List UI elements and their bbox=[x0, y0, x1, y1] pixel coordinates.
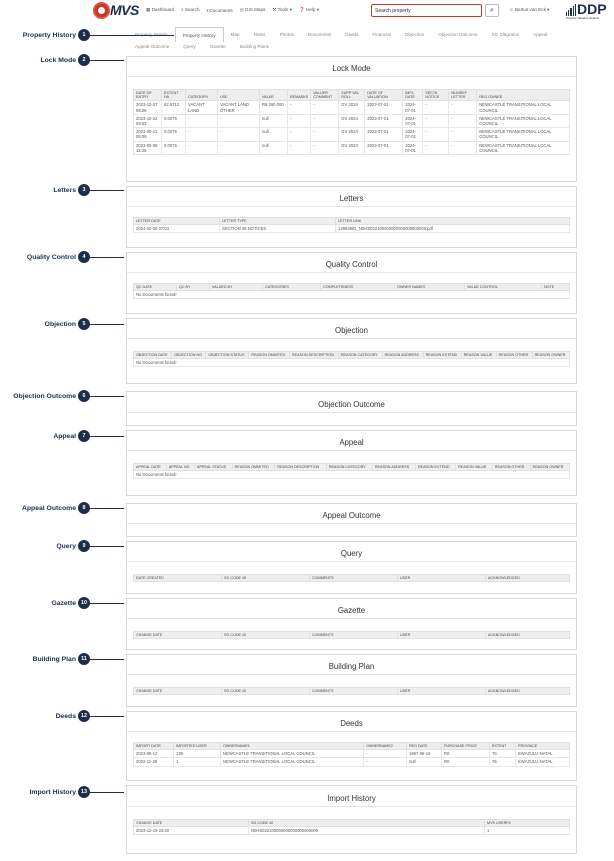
annotation-connector bbox=[90, 716, 124, 717]
tab-photos[interactable]: Photos bbox=[279, 32, 294, 37]
annotation-label: Building Plan bbox=[32, 655, 76, 663]
annotation-badge: 4 bbox=[78, 251, 90, 263]
column-header: REASON ADDRESS bbox=[382, 352, 423, 359]
table-cell: NEWCASTLE TRANSITIONAL LOCAL COUNCIL bbox=[221, 758, 364, 766]
column-header: CHANGE DATE bbox=[134, 688, 222, 695]
annotation-property-history bbox=[0, 29, 174, 41]
column-header: QC DATE bbox=[134, 284, 177, 291]
column-header: USER bbox=[398, 688, 486, 695]
column-header: COMMENTS bbox=[310, 632, 398, 639]
table-cell: - bbox=[186, 128, 218, 141]
annotation-badge: 1 bbox=[78, 29, 90, 41]
nav-tools[interactable]: ⚒ Tools ▾ bbox=[272, 7, 292, 12]
search-button[interactable]: ⌕ bbox=[485, 4, 499, 17]
column-header: OBJECTION STATUS bbox=[206, 352, 249, 359]
lock-mode-rows bbox=[134, 101, 570, 155]
table-cell: NEWCASTLE TRANSITIONAL LOCAL COUNCIL bbox=[477, 141, 570, 154]
table-row bbox=[134, 359, 570, 367]
panel-title: Quality Control bbox=[127, 257, 576, 273]
ddp-tagline: Property Valuation Experts bbox=[566, 16, 600, 20]
column-header: REASON OMMITED bbox=[249, 352, 290, 359]
deeds-table bbox=[133, 742, 570, 767]
table-cell: - bbox=[311, 141, 339, 154]
annotation-label: Deeds bbox=[55, 712, 76, 720]
column-header: DATE OF VALUATION bbox=[365, 90, 403, 101]
table-row bbox=[134, 471, 570, 479]
annotation-letters bbox=[0, 184, 124, 196]
table-cell: - bbox=[288, 101, 311, 114]
column-header: REASON OWNER bbox=[532, 352, 569, 359]
table-cell: 76 bbox=[490, 750, 516, 758]
table-cell: 2024-07-01 bbox=[403, 141, 423, 154]
panel-objection-outcome bbox=[126, 391, 577, 426]
annotation-label: Objection bbox=[44, 320, 76, 328]
panel-title: Query bbox=[127, 546, 576, 562]
annotation-label: Quality Control bbox=[26, 253, 76, 261]
panel-objection bbox=[126, 318, 577, 384]
table-cell: NEWCASTLE TRANSITIONAL LOCAL COUNCIL bbox=[477, 114, 570, 127]
table-cell: R0 bbox=[442, 758, 490, 766]
annotation-gazette bbox=[0, 597, 124, 609]
table-cell: KWAZULU-NATAL bbox=[516, 750, 570, 758]
mvs-logo[interactable] bbox=[93, 2, 141, 19]
table-cell: NEWCASTLE TRANSITIONAL LOCAL COUNCIL bbox=[477, 101, 570, 114]
annotation-badge: 3 bbox=[78, 184, 90, 196]
letters-table bbox=[133, 217, 570, 233]
table-cell: - bbox=[218, 128, 260, 141]
table-row bbox=[134, 101, 570, 114]
table-cell: 2024-07-01 bbox=[403, 101, 423, 114]
table-cell: 2023-05-08 12:28 bbox=[134, 141, 162, 154]
table-cell: - bbox=[186, 141, 218, 154]
mvs-userfk: 1 bbox=[485, 827, 570, 835]
column-header: APPEAL DATE bbox=[134, 464, 167, 471]
column-header: IMPORTED USER bbox=[174, 743, 221, 750]
annotation-badge: 2 bbox=[78, 54, 90, 66]
table-row bbox=[134, 291, 570, 299]
column-header: IMPL DATE bbox=[403, 90, 423, 101]
annotation-connector bbox=[90, 60, 124, 61]
column-header: SG CODE 40 bbox=[249, 820, 485, 827]
letter-link[interactable]: 12953981_N0HS022100000000000000000000.pdf bbox=[336, 225, 570, 233]
table-cell: - bbox=[449, 128, 477, 141]
panel-title: Deeds bbox=[127, 716, 576, 732]
column-header: CHANGE DATE bbox=[134, 820, 249, 827]
empty-message: No Documents found! bbox=[134, 471, 570, 479]
table-row bbox=[134, 141, 570, 154]
panel-deeds bbox=[126, 711, 577, 781]
table-cell: - bbox=[218, 141, 260, 154]
column-header: REASON CATEGORY bbox=[326, 464, 372, 471]
annotation-appeal-outcome bbox=[0, 502, 124, 514]
tab-objection-outcome[interactable]: Objection Outcome bbox=[438, 32, 478, 37]
table-cell: NEWCASTLE TRANSITIONAL LOCAL COUNCIL bbox=[477, 128, 570, 141]
table-cell: 1 bbox=[174, 758, 221, 766]
annotation-label: Appeal Outcome bbox=[21, 504, 76, 512]
annotation-lock-mode bbox=[0, 54, 124, 66]
column-header: DATE OF ENTRY bbox=[134, 90, 162, 101]
table-cell: 2023-06-13 05:09 bbox=[134, 128, 162, 141]
panel-letters bbox=[126, 186, 577, 248]
column-header: REASON OMMITED bbox=[232, 464, 275, 471]
column-header: REASON OWNER bbox=[530, 464, 569, 471]
annotation-badge: 11 bbox=[78, 653, 90, 665]
column-header: CATEGORIES bbox=[263, 284, 321, 291]
table-cell: R6 260 000 bbox=[260, 101, 288, 114]
column-header: DATE CREATED bbox=[134, 575, 222, 582]
table-cell: NEWCASTLE TRANSITIONAL LOCAL COUNCIL bbox=[221, 750, 364, 758]
nav-search[interactable]: ⌕ Search bbox=[181, 7, 200, 12]
column-header: VALUED BY bbox=[210, 284, 263, 291]
column-header: REASON DESCRIPTION bbox=[290, 352, 339, 359]
table-cell: 2024-07-01 bbox=[403, 114, 423, 127]
table-cell: - bbox=[449, 114, 477, 127]
column-header: APPEAL NO bbox=[166, 464, 194, 471]
column-header: SEC78 NOTICE bbox=[423, 90, 449, 101]
column-header: USER bbox=[398, 632, 486, 639]
panel-gazette bbox=[126, 598, 577, 650]
column-header: PROVINCE bbox=[516, 743, 570, 750]
column-header: OBJECTION NO bbox=[172, 352, 206, 359]
table-cell: - bbox=[288, 114, 311, 127]
change-date: 2023-12-19 23:40 bbox=[134, 827, 249, 835]
annotation-badge: 6 bbox=[78, 390, 90, 402]
table-cell: 2023-06-12 bbox=[134, 750, 174, 758]
table-cell: GV 2024 bbox=[339, 128, 365, 141]
empty-message: No Documents found! bbox=[134, 359, 570, 367]
panel-title: Lock Mode bbox=[127, 61, 576, 77]
ddp-logo-text: DDP bbox=[577, 1, 607, 17]
annotation-connector bbox=[90, 508, 124, 509]
annotation-connector bbox=[90, 659, 124, 660]
annotation-appeal bbox=[0, 430, 124, 442]
table-row bbox=[134, 225, 570, 233]
table-cell: GV 2024 bbox=[339, 114, 365, 127]
tab-property-history[interactable]: Property History bbox=[175, 27, 224, 42]
objection-table bbox=[133, 351, 570, 367]
panel-title: Import History bbox=[127, 791, 576, 807]
table-cell: null bbox=[260, 128, 288, 141]
table-cell: - bbox=[449, 141, 477, 154]
column-header: OBJECTION DATE bbox=[134, 352, 172, 359]
letter-date: 2024-02-06 07:03 bbox=[134, 225, 220, 233]
panel-appeal bbox=[126, 430, 577, 496]
annotation-label: Letters bbox=[53, 186, 76, 194]
column-header: ACKNOWLEDGED bbox=[486, 688, 570, 695]
panel-building-plan bbox=[126, 654, 577, 707]
quality-control-table bbox=[133, 283, 570, 299]
table-cell: - bbox=[311, 114, 339, 127]
annotation-connector bbox=[90, 396, 124, 397]
table-cell: - bbox=[311, 101, 339, 114]
table-cell: GV 2024 bbox=[339, 101, 365, 114]
column-header: REMARKS bbox=[288, 90, 311, 101]
annotation-badge: 7 bbox=[78, 430, 90, 442]
annotation-badge: 12 bbox=[78, 710, 90, 722]
column-header: COMPLETENESS bbox=[321, 284, 395, 291]
column-header: REASON VALUE bbox=[456, 464, 493, 471]
letter-type: SECTION 49 NOTICES bbox=[220, 225, 336, 233]
property-tabs bbox=[128, 27, 614, 51]
column-header: VALUER COMMENT bbox=[311, 90, 339, 101]
column-header: COMMENTS bbox=[310, 575, 398, 582]
column-header: VALUE CONTROL bbox=[465, 284, 542, 291]
annotation-connector bbox=[90, 35, 174, 36]
tab-map[interactable]: Map bbox=[230, 32, 240, 37]
table-cell: - bbox=[186, 114, 218, 127]
annotation-label: Import History bbox=[29, 788, 76, 796]
annotation-connector bbox=[90, 603, 124, 604]
column-header: REASON OTHER bbox=[496, 352, 532, 359]
column-header: ACKNOWLEDGED bbox=[486, 575, 570, 582]
empty-message: No Documents found! bbox=[134, 291, 570, 299]
annotation-label: Property History bbox=[22, 31, 76, 39]
table-cell: 76 bbox=[490, 758, 516, 766]
column-header: PURCHASE PRICE bbox=[442, 743, 490, 750]
table-cell: - bbox=[449, 101, 477, 114]
annotation-connector bbox=[90, 257, 124, 258]
column-header: QC BY bbox=[177, 284, 210, 291]
query-table bbox=[133, 574, 570, 582]
tab-appeal[interactable]: Appeal bbox=[533, 32, 548, 37]
mvs-logo-icon bbox=[93, 2, 110, 19]
table-cell: - bbox=[423, 101, 449, 114]
tab-building-plans[interactable]: Building Plans bbox=[239, 44, 269, 49]
nav-dashboard[interactable]: ▦ Dashboard bbox=[146, 7, 175, 12]
panel-title: Objection bbox=[127, 323, 576, 339]
column-header: OWNERNAME1 bbox=[221, 743, 364, 750]
annotation-label: Query bbox=[56, 542, 76, 550]
column-header: REASON EXTEND bbox=[415, 464, 455, 471]
mvs-logo-text: MVS bbox=[110, 2, 139, 18]
table-cell: 2023-07-01 bbox=[365, 114, 403, 127]
table-cell: - bbox=[423, 141, 449, 154]
table-row bbox=[134, 750, 570, 758]
table-cell: 2023-07-01 bbox=[365, 101, 403, 114]
annotation-quality-control bbox=[0, 251, 124, 263]
ddp-logo bbox=[566, 1, 610, 21]
table-cell: GV 2024 bbox=[339, 141, 365, 154]
table-cell: null bbox=[260, 114, 288, 127]
annotation-connector bbox=[90, 546, 124, 547]
panel-appeal-outcome bbox=[126, 503, 577, 537]
sg-code: N0HS022100000000000000000000 bbox=[249, 827, 485, 835]
tab-financial[interactable]: Financial bbox=[372, 32, 391, 37]
building-plan-table bbox=[133, 687, 570, 695]
table-cell: - bbox=[311, 128, 339, 141]
tab-objection[interactable]: Objection bbox=[404, 32, 425, 37]
annotation-badge: 5 bbox=[78, 318, 90, 330]
table-row bbox=[134, 114, 570, 127]
table-cell: - bbox=[218, 114, 260, 127]
panel-import-history bbox=[126, 785, 577, 854]
panel-title: Appeal Outcome bbox=[127, 508, 576, 524]
annotation-connector bbox=[90, 190, 124, 191]
ddp-bars-icon bbox=[566, 4, 576, 16]
tab-notes[interactable]: Notes bbox=[253, 32, 266, 37]
column-header: APPEAL STATUS bbox=[195, 464, 233, 471]
column-header: REG DATE bbox=[407, 743, 442, 750]
column-header: MVS USERFK bbox=[485, 820, 570, 827]
table-cell: null bbox=[260, 141, 288, 154]
column-header: SUPP VAL ROLL bbox=[339, 90, 365, 101]
table-cell: - bbox=[423, 128, 449, 141]
user-menu[interactable]: ☺ Bertus van Eck ▾ bbox=[509, 7, 550, 12]
search-input[interactable]: Search property bbox=[371, 4, 482, 17]
column-header: OWNERNAME2 bbox=[364, 743, 407, 750]
tab-row-2 bbox=[128, 42, 614, 51]
panel-title: Gazette bbox=[127, 603, 576, 619]
annotation-badge: 10 bbox=[78, 597, 90, 609]
top-navbar bbox=[0, 0, 614, 22]
gazette-table bbox=[133, 631, 570, 639]
annotation-label: Lock Mode bbox=[40, 56, 76, 64]
annotation-badge: 9 bbox=[78, 540, 90, 552]
panel-query bbox=[126, 541, 577, 594]
table-row bbox=[134, 827, 570, 835]
column-header: CATEGORY bbox=[186, 90, 218, 101]
annotation-label: Appeal bbox=[53, 432, 76, 440]
nav-help[interactable]: ❓ Help ▾ bbox=[298, 7, 319, 12]
column-header: REG OWNER bbox=[477, 90, 570, 101]
column-header: OWNER NAMES bbox=[395, 284, 465, 291]
column-header: LETTER TYPE bbox=[220, 218, 336, 225]
column-header: ACKNOWLEDGED bbox=[486, 632, 570, 639]
appeal-table bbox=[133, 463, 570, 479]
table-cell: VACANT LAND OTHER bbox=[218, 101, 260, 114]
table-cell: 0.0076 bbox=[162, 114, 186, 127]
annotation-label: Objection Outcome bbox=[13, 392, 76, 400]
table-cell: 0.0076 bbox=[162, 128, 186, 141]
column-header: USER bbox=[398, 575, 486, 582]
column-header: REASON ADDRESS bbox=[372, 464, 415, 471]
table-cell: 0.0076 bbox=[162, 141, 186, 154]
table-row bbox=[134, 128, 570, 141]
column-header: SG CODE 40 bbox=[222, 688, 310, 695]
table-cell: R0 bbox=[442, 750, 490, 758]
table-cell: - bbox=[364, 758, 407, 766]
annotation-connector bbox=[90, 792, 124, 793]
lock-mode-table bbox=[133, 89, 570, 155]
tab-deeds[interactable]: Deeds bbox=[345, 32, 359, 37]
import-history-table bbox=[133, 819, 570, 835]
column-header: MUNREF LETTER bbox=[449, 90, 477, 101]
column-header: REASON CATEGORY bbox=[338, 352, 382, 359]
table-cell: VACANT LAND bbox=[186, 101, 218, 114]
table-cell: 2023-10-22 09:53 bbox=[134, 114, 162, 127]
column-header: SG CODE 40 bbox=[222, 632, 310, 639]
table-cell: - bbox=[423, 114, 449, 127]
table-cell: 1897-06-15 bbox=[407, 750, 442, 758]
table-cell: KWAZULU-NATAL bbox=[516, 758, 570, 766]
nav-links bbox=[146, 7, 319, 15]
column-header: EXTENT bbox=[490, 743, 516, 750]
column-header: NOTE bbox=[542, 284, 570, 291]
table-cell: 2023-07-01 bbox=[365, 128, 403, 141]
panel-quality-control bbox=[126, 252, 577, 314]
table-cell: 139 bbox=[174, 750, 221, 758]
tab-sg-diagrams[interactable]: SG Diagrams bbox=[491, 32, 520, 37]
tab-row-1 bbox=[128, 27, 614, 42]
column-header: REASON EXTEND bbox=[423, 352, 461, 359]
column-header: USE bbox=[218, 90, 260, 101]
annotation-building-plan bbox=[0, 653, 124, 665]
table-cell: null bbox=[407, 758, 442, 766]
annotation-deeds bbox=[0, 710, 124, 722]
nav-gis-maps[interactable]: ◎ GIS Maps bbox=[239, 7, 266, 12]
tab-appeal-outcome[interactable]: Appeal Outcome bbox=[135, 44, 170, 49]
deeds-rows bbox=[134, 750, 570, 766]
tab-documents[interactable]: Documents bbox=[307, 32, 332, 37]
column-header: REASON DESCRIPTION bbox=[275, 464, 326, 471]
annotation-query bbox=[0, 540, 124, 552]
annotation-import-history bbox=[0, 786, 124, 798]
table-cell: 2023-07-01 bbox=[365, 141, 403, 154]
annotation-connector bbox=[90, 324, 124, 325]
table-row bbox=[134, 758, 570, 766]
panel-title: Letters bbox=[127, 191, 576, 207]
table-cell: - bbox=[288, 141, 311, 154]
column-header: REASON OTHER bbox=[492, 464, 530, 471]
annotation-objection bbox=[0, 318, 124, 330]
tab-query[interactable]: Query bbox=[183, 44, 196, 49]
column-header: LETTER LINK bbox=[336, 218, 570, 225]
table-cell: 2023-10-27 08:26 bbox=[134, 101, 162, 114]
table-cell: - bbox=[288, 128, 311, 141]
column-header: SG CODE 40 bbox=[222, 575, 310, 582]
column-header: LETTER DATE bbox=[134, 218, 220, 225]
column-header: CHANGE DATE bbox=[134, 632, 222, 639]
column-header: VALUE bbox=[260, 90, 288, 101]
tab-gazette[interactable]: Gazette bbox=[209, 44, 226, 49]
column-header: REASON VALUE bbox=[461, 352, 496, 359]
column-header: IMPORT DATE bbox=[134, 743, 174, 750]
table-cell: 62.6712 bbox=[162, 101, 186, 114]
annotation-objection-outcome bbox=[0, 390, 124, 402]
panel-title: Building Plan bbox=[127, 659, 576, 675]
annotation-badge: 13 bbox=[78, 786, 90, 798]
annotation-connector bbox=[90, 436, 124, 437]
table-cell: - bbox=[364, 750, 407, 758]
column-header: EXTENT HA bbox=[162, 90, 186, 101]
panel-lock-mode bbox=[126, 56, 577, 182]
annotation-label: Gazette bbox=[51, 599, 76, 607]
panel-title: Objection Outcome bbox=[127, 397, 576, 413]
column-header: COMMENTS bbox=[310, 688, 398, 695]
table-cell: 2024-07-01 bbox=[403, 128, 423, 141]
nav-documents[interactable]: ⭳ Documents bbox=[206, 8, 233, 13]
annotation-badge: 8 bbox=[78, 502, 90, 514]
table-cell: 2022-11-28 bbox=[134, 758, 174, 766]
panel-title: Appeal bbox=[127, 435, 576, 451]
